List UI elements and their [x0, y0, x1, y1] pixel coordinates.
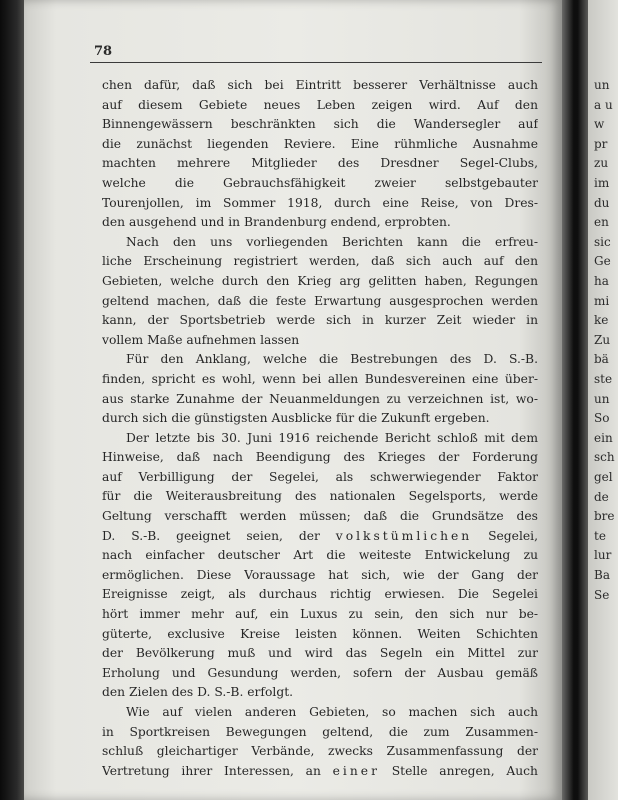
next-page-fragment: du — [594, 195, 610, 210]
line-text: Stelle anregen, Auch — [391, 763, 538, 778]
book-page — [24, 0, 562, 800]
page-body — [102, 76, 538, 781]
next-page-fragment: ein — [594, 430, 613, 445]
next-page-fragment: un — [594, 78, 610, 92]
text-line: schluß gleichartiger Verbände, zwecks Zusammenfassung der — [102, 744, 538, 759]
next-page-fragment: Ge — [594, 254, 611, 269]
text-line: welche die Gebrauchsfähigkeit zweier selbstgebauter — [102, 175, 538, 190]
book-left-edge — [0, 0, 24, 800]
text-line: den ausgehend und in Brandenburg endend, erprobten. — [102, 215, 451, 230]
text-line: in Sportkreisen Bewegungen geltend, die zum Zusammen- — [102, 724, 538, 739]
next-page-fragment: lur — [594, 548, 612, 563]
text-line: den Zielen des D. S.-B. erfolgt. — [102, 685, 294, 700]
next-page-fragment: bre — [594, 509, 615, 524]
text-line: kann, der Sportsbetrieb werde sich in kurzer Zeit wieder in — [102, 313, 538, 328]
text-line: machten mehrere Mitglieder des Dresdner Segel-Clubs, — [102, 156, 538, 171]
line-text: Segelei, — [488, 528, 538, 543]
next-page-fragment: im — [594, 176, 610, 190]
text-line: Der letzte bis 30. Juni 1916 reichende Bericht schloß mit dem — [126, 430, 538, 445]
next-page-fragment: mi — [594, 293, 610, 308]
line-text: Vertretung ihrer Interessen, an — [102, 763, 321, 778]
text-line: Tourenjollen, im Sommer 1918, durch eine Reise, von Dres- — [102, 195, 538, 210]
next-page-fragment: en — [594, 215, 609, 230]
next-page-fragment: de — [594, 489, 609, 504]
next-page-fragment: sch — [594, 450, 615, 465]
text-line-spaced — [102, 762, 538, 782]
text-line: der Bevölkerung muß und wird das Segeln ein Mittel zur — [102, 646, 538, 661]
next-page-fragment: sic — [594, 234, 611, 249]
text-line: auf Verbilligung der Segelei, als schwerwiegender Faktor — [102, 469, 538, 484]
text-line: Hinweise, daß nach Beendigung des Krieges der Forderung — [102, 450, 538, 465]
text-line: Für den Anklang, welche die Bestrebungen des D. S.-B. — [126, 352, 538, 367]
next-page-fragment: Zu — [594, 332, 611, 347]
text-line: Gebieten, welche durch den Krieg arg gelitten haben, Regungen — [102, 273, 538, 288]
next-page-fragment: So — [594, 411, 610, 426]
next-page-fragment: Se — [594, 587, 610, 602]
next-page-fragment: pr — [594, 136, 608, 151]
page-number: 78 — [94, 44, 113, 59]
text-line: geltend machen, daß die feste Erwartung ausgesprochen werden — [102, 293, 538, 308]
text-line: Ereignisse zeigt, als durchaus richtig erwiesen. Die Segelei — [102, 587, 538, 602]
text-line: aus starke Zunahme der Neuanmeldungen zu verzeichnen ist, wo- — [102, 391, 538, 406]
text-line: durch sich die günstigsten Ausblicke für die Zukunft ergeben. — [102, 411, 490, 426]
next-page-edge — [588, 0, 618, 800]
letterspaced-word: volkstümlichen — [335, 528, 473, 543]
line-text: D. S.-B. geeignet seien, der — [102, 528, 320, 543]
text-line: nach einfacher deutscher Art die weiteste Entwickelung zu — [102, 548, 538, 563]
next-page-fragment: ha — [594, 274, 609, 288]
next-page-fragment: bä — [594, 352, 609, 367]
next-page-fragment: gel — [594, 470, 613, 484]
text-line: Binnengewässern beschränkten sich die Wandersegler auf — [102, 117, 538, 132]
next-page-fragment: a u — [594, 97, 613, 112]
text-line: chen dafür, daß sich bei Eintritt besserer Verhältnisse auch — [102, 78, 538, 92]
next-page-fragment: ke — [594, 313, 609, 328]
next-page-fragment: Ba — [594, 568, 610, 582]
text-line-spaced — [102, 527, 538, 547]
next-page-fragment: te — [594, 528, 606, 543]
next-page-fragment: w — [594, 117, 605, 132]
text-line: finden, spricht es wohl, wenn bei allen Bundesvereinen eine über- — [102, 371, 538, 386]
text-line: ermöglichen. Diese Voraussage hat sich, wie der Gang der — [102, 567, 538, 582]
text-line: auf diesem Gebiete neues Leben zeigen wird. Auf den — [102, 97, 538, 112]
text-line: güterte, exclusive Kreise leisten können. Weiten Schichten — [102, 626, 538, 641]
text-line: liche Erscheinung registriert werden, daß sich auch auf den — [102, 254, 538, 269]
text-line: hört immer mehr auf, ein Luxus zu sein, den sich nur be- — [102, 607, 538, 622]
text-line: für die Weiterausbreitung des nationalen Segelsports, werde — [102, 489, 538, 504]
text-line: die zunächst liegenden Reviere. Eine rühmliche Ausnahme — [102, 136, 538, 151]
text-line: Nach den uns vorliegenden Berichten kann die erfreu- — [126, 234, 538, 249]
header-rule — [90, 62, 542, 63]
text-line: vollem Maße aufnehmen lassen — [102, 332, 300, 347]
text-line: Geltung verschafft werden müssen; daß die Grundsätze des — [102, 509, 538, 524]
letterspaced-word: einer — [332, 763, 380, 778]
next-page-fragment: ste — [594, 372, 613, 386]
next-page-fragment: un — [594, 391, 610, 406]
text-line: Wie auf vielen anderen Gebieten, so machen sich auch — [126, 705, 538, 719]
text-line: Erholung und Gesundung werden, sofern der Ausbau gemäß — [102, 665, 538, 680]
next-page-fragment: zu — [594, 156, 609, 171]
book-gutter — [562, 0, 588, 800]
